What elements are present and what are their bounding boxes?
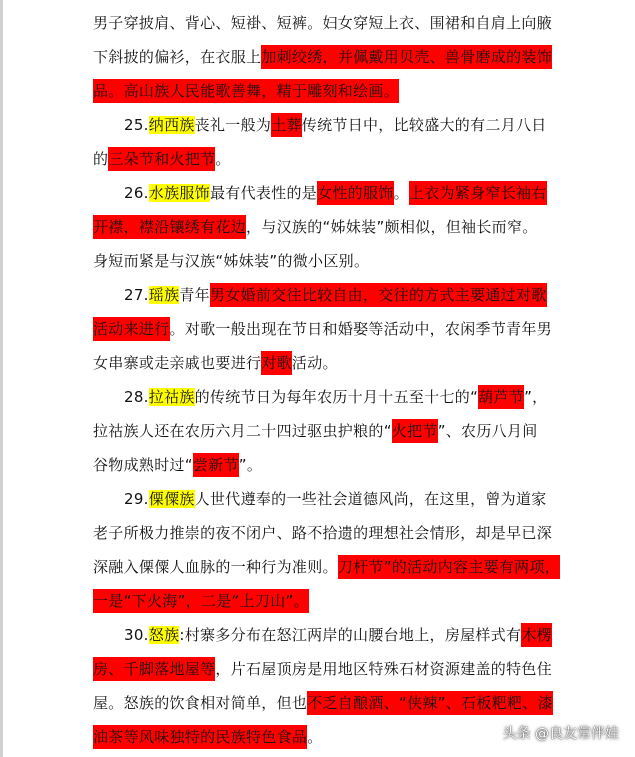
text-segment: 屋。怒族的饮食相对简单，但也 — [93, 694, 308, 712]
text-line — [93, 550, 561, 584]
text-line — [93, 686, 553, 720]
page-edge — [0, 0, 3, 757]
text-line — [93, 312, 553, 346]
text-segment: 身短而紧是与汉族“姊妹装”的微小区别。 — [93, 252, 370, 270]
red-highlight: 加刺绞绣，并佩戴用贝壳、兽骨磨成的装饰 — [261, 45, 552, 69]
text-segment: 传统节日中，比较盛大的有二月八日 — [301, 116, 547, 134]
red-highlight: 油茶等风味独特的民族特色食品 — [93, 725, 307, 749]
red-highlight: 男女婚前交往比较自由，交往的方式主要通过对歌 — [210, 283, 547, 307]
paragraph-26 — [93, 176, 547, 210]
text-segment: 的传统节日为每年农历十月十五至十七的“ — [194, 388, 479, 406]
text-line — [93, 6, 553, 40]
text-segment: 拉祜族人还在农历六月二十四过驱虫护粮的“ — [93, 422, 392, 440]
item-number: 25. — [124, 116, 149, 134]
item-number: 28. — [124, 388, 149, 406]
watermark-text: 头条 @良友常伴娃 — [502, 726, 619, 742]
text-line — [93, 346, 541, 380]
text-segment: 最有代表性的是 — [209, 184, 318, 202]
yellow-highlight: 瑶族 — [148, 286, 180, 304]
red-highlight: 火把节 — [392, 419, 438, 443]
paragraph-30 — [93, 618, 552, 652]
red-highlight: 葫芦节 — [478, 385, 524, 409]
text-segment: :村寨多分布在怒江两岸的山腰台地上，房屋样式有 — [179, 626, 522, 644]
text-segment: 。 — [215, 150, 231, 168]
red-highlight: 土葬 — [271, 113, 302, 137]
text-line — [93, 584, 541, 618]
yellow-highlight: 拉祜族 — [148, 388, 195, 406]
text-segment: 老子所极力推崇的夜不闭户、路不拾遗的理想社会情形，却是早已深 — [93, 524, 553, 542]
text-segment: ”。 — [238, 456, 263, 474]
text-line — [93, 244, 541, 278]
red-highlight: 木楞 — [521, 623, 552, 647]
text-segment: 青年 — [179, 286, 210, 304]
red-highlight: 对歌 — [261, 351, 292, 375]
red-highlight: 开襟，襟沿镶绣有花边 — [93, 215, 246, 239]
paragraph-29 — [93, 482, 547, 516]
item-number: 27. — [124, 286, 149, 304]
text-segment: 。 — [307, 728, 323, 746]
text-segment: 下斜披的偏衫，在衣服上 — [93, 48, 262, 66]
text-segment: 。对歌一般出现在节日和婚娶等活动中，农闲季节青年男 — [169, 320, 553, 338]
text-line — [93, 40, 553, 74]
red-highlight: 三朵节和火把节 — [108, 147, 215, 171]
text-line — [93, 652, 553, 686]
text-segment: 深融入傈僳人血脉的一种行为准则。 — [93, 558, 338, 576]
item-number: 26. — [124, 184, 149, 202]
text-line — [93, 448, 541, 482]
yellow-highlight: 怒族 — [148, 626, 180, 644]
paragraph-28 — [93, 380, 548, 414]
text-segment: ”， — [524, 388, 548, 406]
red-highlight: 活动来进行 — [93, 317, 170, 341]
text-segment: 男子穿披肩、背心、短褂、短裤。妇女穿短上衣、围裙和自肩上向腋 — [93, 14, 553, 32]
text-segment: 的 — [93, 150, 109, 168]
red-highlight: 上衣为紧身窄长袖右 — [409, 181, 547, 205]
red-highlight: 尝新节 — [193, 453, 239, 477]
red-highlight: 品。高山族人民能歌善舞，精于雕刻和绘画。 — [93, 79, 399, 103]
text-segment: 谷物成熟时过“ — [93, 456, 193, 474]
yellow-highlight: 傈僳族 — [148, 490, 195, 508]
text-segment: 。 — [393, 184, 409, 202]
paragraph-25 — [93, 108, 547, 142]
item-number: 30. — [124, 626, 149, 644]
paragraph-27 — [93, 278, 547, 312]
text-line — [93, 414, 541, 448]
red-highlight: 房、千脚落地屋等 — [93, 657, 215, 681]
text-line — [93, 142, 541, 176]
text-segment: ”、农历八月间 — [437, 422, 538, 440]
text-line — [93, 210, 541, 244]
text-segment: ，片石屋顶房是用地区特殊石材资源建盖的特色住 — [215, 660, 553, 678]
text-segment: 女串寨或走亲戚也要进行 — [93, 354, 262, 372]
text-segment: 活动。 — [291, 354, 338, 372]
yellow-highlight: 水族服饰 — [148, 184, 210, 202]
red-highlight: 刀杆节”的活动内容主要有两项， — [338, 555, 560, 579]
yellow-highlight: 纳西族 — [148, 116, 195, 134]
text-line — [93, 516, 553, 550]
text-segment: 人世代遵奉的一些社会道德风尚，在这里，曾为道家 — [194, 490, 547, 508]
text-segment: 丧礼一般为 — [194, 116, 272, 134]
text-line — [93, 74, 541, 108]
text-line — [93, 720, 541, 754]
item-number: 29. — [124, 490, 149, 508]
red-highlight: 不乏自酿酒、“侠辣”、石板粑粑、漆 — [307, 691, 553, 715]
text-segment: ，与汉族的“姊妹装”颇相似，但袖长而窄。 — [246, 218, 538, 236]
red-highlight: 一是“下火海”，二是“上刀山”。 — [93, 589, 309, 613]
red-highlight: 女性的服饰 — [317, 181, 394, 205]
